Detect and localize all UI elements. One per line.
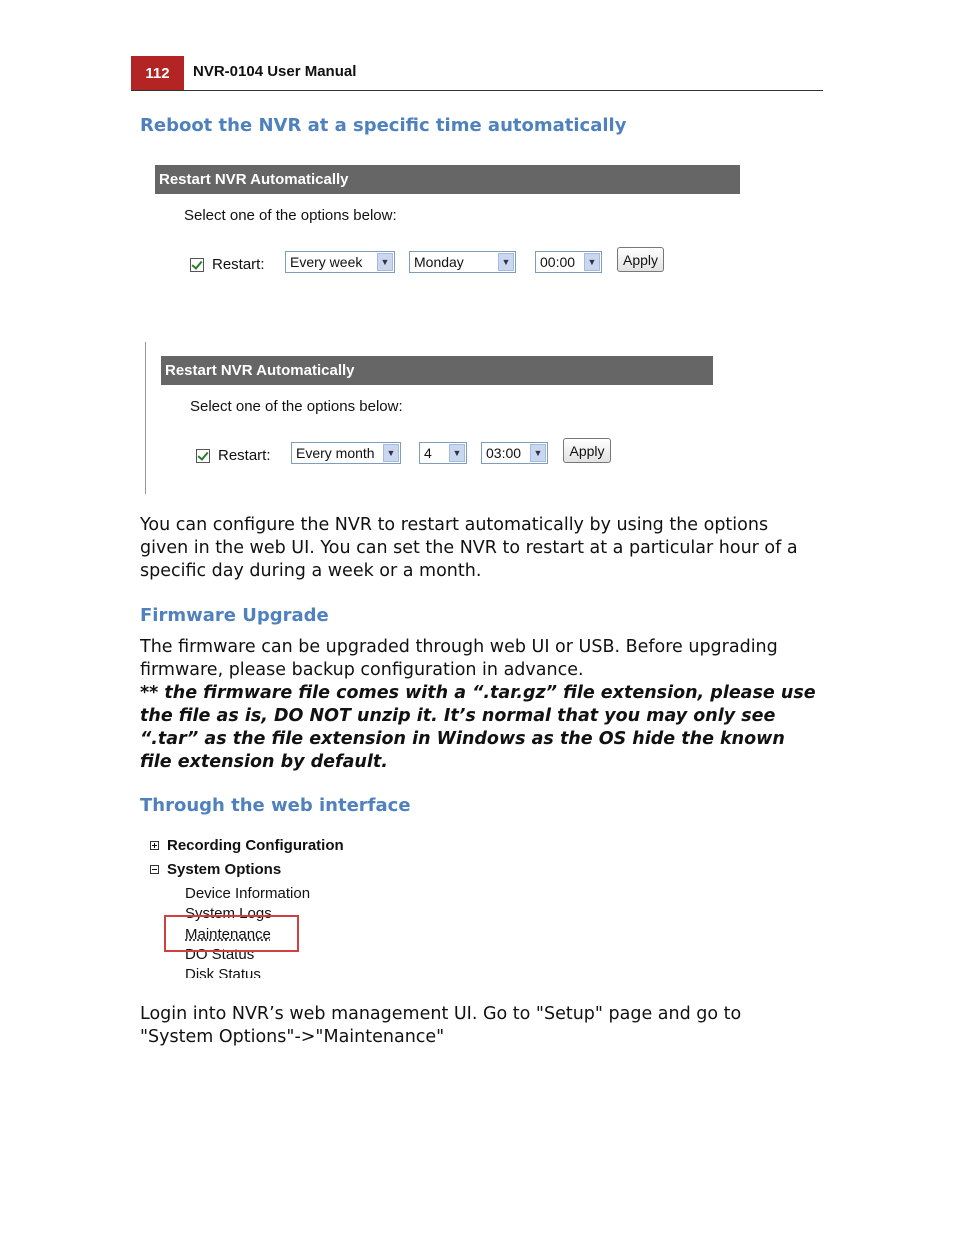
panel-title-bar: Restart NVR Automatically — [155, 165, 740, 194]
header-divider — [131, 90, 823, 91]
menu-item-maintenance[interactable]: Maintenance — [185, 926, 271, 943]
apply-button[interactable]: Apply — [617, 247, 664, 272]
firmware-description: The firmware can be upgraded through web UI or USB. Before upgrading firmware, please backup configuration in advance. — [140, 637, 778, 680]
apply-button[interactable]: Apply — [563, 438, 611, 463]
restart-label: Restart: — [218, 447, 271, 464]
time-select-value: 03:00 — [486, 445, 522, 461]
menu-item-system-logs[interactable]: System Logs — [185, 905, 272, 922]
section-heading-web-interface: Through the web interface — [140, 795, 411, 816]
tree-node-system-options[interactable] — [150, 861, 281, 878]
period-select-value: Every week — [290, 254, 363, 270]
page-number: 112 — [131, 56, 184, 91]
time-select[interactable] — [535, 251, 602, 273]
navigation-instructions: Login into NVR’s web management UI. Go to "Setup" page and go to "System Options"->"Maintenance" — [140, 1004, 742, 1047]
document-title: NVR-0104 User Manual — [193, 63, 357, 80]
chevron-down-icon: ▼ — [498, 253, 514, 271]
chevron-down-icon: ▼ — [377, 253, 393, 271]
chevron-down-icon: ▼ — [530, 444, 546, 462]
restart-description: You can configure the NVR to restart automatically by using the options given in the web UI. You can set the NVR to restart at a particular hour of a specific day during a week or a month. — [140, 515, 798, 581]
period-select[interactable] — [285, 251, 395, 273]
tree-node-label: System Options — [167, 861, 282, 878]
panel-title-bar: Restart NVR Automatically — [161, 356, 713, 385]
day-select-value: Monday — [414, 254, 464, 270]
time-select-value: 00:00 — [540, 254, 576, 270]
tree-node-label: Recording Configuration — [167, 837, 344, 854]
setup-menu-tree — [150, 835, 410, 978]
panel-prompt: Select one of the options below: — [184, 207, 397, 224]
panel-divider-line — [145, 342, 146, 494]
restart-checkbox[interactable] — [196, 449, 210, 463]
menu-item-device-information[interactable]: Device Information — [185, 885, 311, 902]
day-select[interactable] — [409, 251, 516, 273]
restart-checkbox[interactable] — [190, 258, 204, 272]
section-heading-firmware: Firmware Upgrade — [140, 605, 329, 626]
period-select[interactable] — [291, 442, 401, 464]
tree-node-recording-configuration[interactable] — [150, 837, 344, 854]
menu-item-do-status[interactable]: DO Status — [185, 946, 255, 963]
expand-icon — [150, 841, 159, 850]
day-select[interactable] — [419, 442, 467, 464]
panel-prompt: Select one of the options below: — [190, 398, 403, 415]
menu-item-disk-status[interactable]: Disk Status — [185, 966, 261, 978]
chevron-down-icon: ▼ — [584, 253, 600, 271]
time-select[interactable] — [481, 442, 548, 464]
section-heading-reboot: Reboot the NVR at a specific time automatically — [140, 115, 627, 136]
maintenance-highlight-box — [164, 915, 299, 952]
period-select-value: Every month — [296, 445, 375, 461]
chevron-down-icon: ▼ — [449, 444, 465, 462]
day-select-value: 4 — [424, 445, 432, 461]
chevron-down-icon: ▼ — [383, 444, 399, 462]
collapse-icon — [150, 865, 159, 874]
firmware-note: ** the firmware file comes with a “.tar.gz” file extension, please use the file as is, DO NOT unzip it. It’s normal that you may only see “.tar” as the file extension in Windows as the OS hide the known file extension by default. — [140, 683, 816, 772]
restart-label: Restart: — [212, 256, 265, 273]
